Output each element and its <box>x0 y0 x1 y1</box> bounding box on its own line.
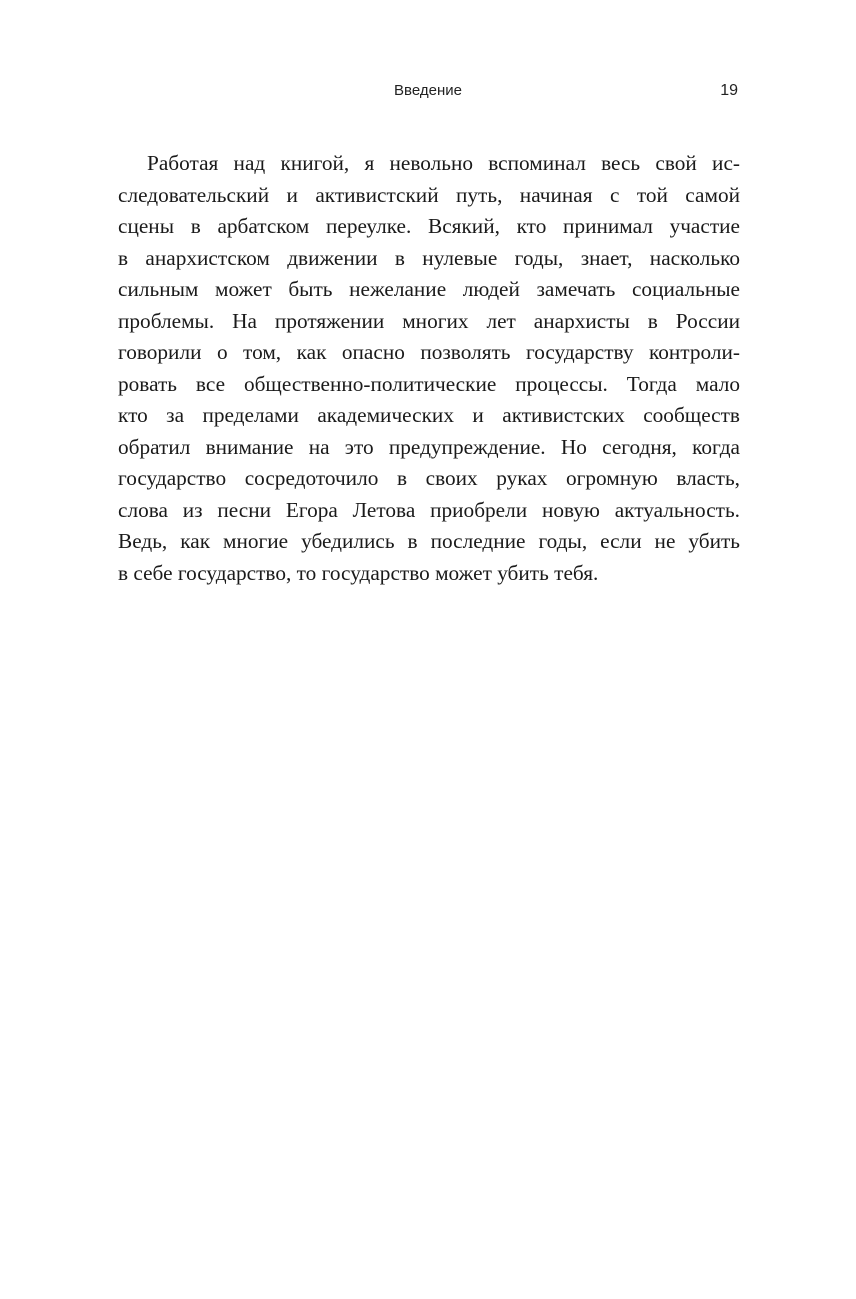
paragraph-line: Ведь, как многие убедились в последние годы, если не убить <box>118 529 740 553</box>
body-paragraph <box>118 148 740 589</box>
paragraph-line: следовательский и активистский путь, начиная с той самой <box>118 182 740 207</box>
paragraph-line: слова из песни Егора Летова приобрели новую актуальность. <box>118 497 740 522</box>
paragraph-line: государство сосредоточило в своих руках огромную власть, <box>118 466 740 490</box>
page-number: 19 <box>720 82 738 99</box>
paragraph-line: в анархистском движении в нулевые годы, знает, насколько <box>118 245 740 270</box>
paragraph-line: обратил внимание на это предупреждение. Но сегодня, когда <box>118 434 740 459</box>
paragraph-line: говорили о том, как опасно позволять государству контроли- <box>118 340 740 364</box>
running-head <box>118 82 738 106</box>
paragraph-line: в себе государство, то государство может убить тебя. <box>118 560 599 585</box>
paragraph-line: ровать все общественно-политические процессы. Тогда мало <box>118 371 740 396</box>
paragraph-line: проблемы. На протяжении многих лет анархисты в России <box>118 308 740 333</box>
paragraph-line: Работая над книгой, я невольно вспоминал весь свой ис- <box>147 151 740 175</box>
paragraph-line: сильным может быть нежелание людей замечать социальные <box>118 277 740 301</box>
running-title: Введение <box>394 82 462 99</box>
paragraph-line: кто за пределами академических и активистских сообществ <box>118 403 740 427</box>
paragraph-line: сцены в арбатском переулке. Всякий, кто принимал участие <box>118 214 740 238</box>
